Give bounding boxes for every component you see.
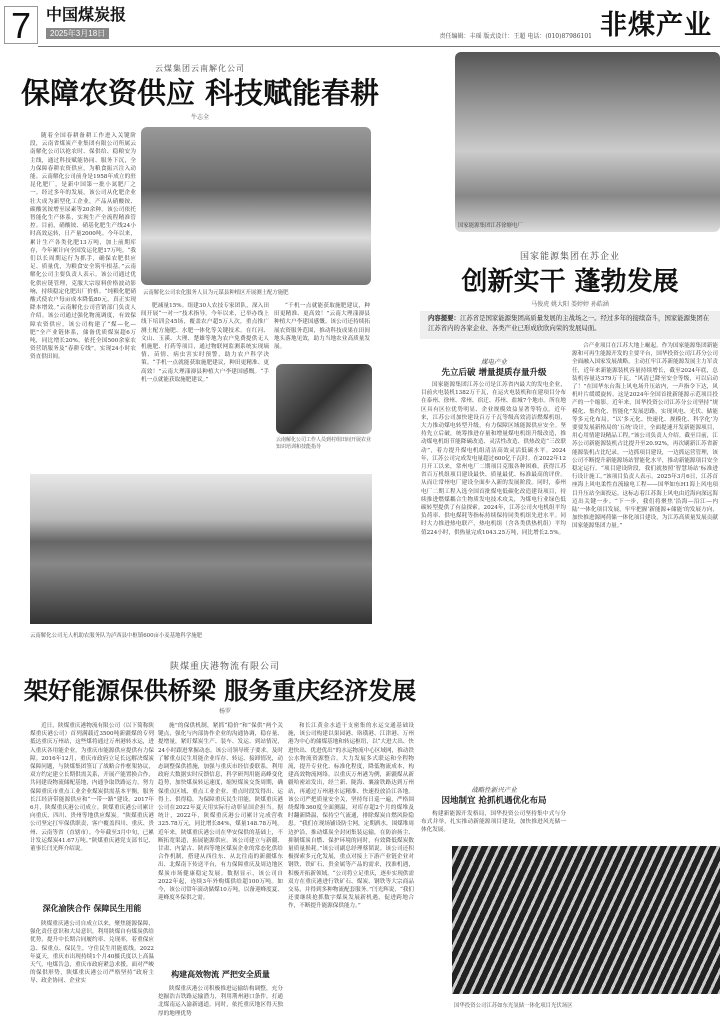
article2-summary [420, 311, 720, 339]
article1-column-3: “千机一点就能获取施肥建议，种田更精准、更高效！”云南大理漾濞县种植大户李建国感慨。该公司还持续拓展农资服务范围，推动科技成果在田间地头落地见效，助力当地农业高质量发展。 [274, 303, 370, 351]
article1-column-2: 肥减量15%。组建30人农技专家团队，深入田间开展“一对一”技术指导。今年以来，已举办线上线下培训会45场，覆盖农户超5万人次，重点推广测土配方施肥、水肥一体化等关键技术。在红河、文山、玉溪、大理、楚雄等地为农户免费提供无人机施肥、打药等项目，通过物联网监测系统实现墒情、苗情、病虫害实时预警，助力农户科学决策。“手机一点就能获取施肥建议，种田更精准、更高效！”云南大理漾濞县种植大户李建国感慨。“手机一点就能获取施肥建议。” [141, 303, 269, 383]
article3-byline: 杨罗 [218, 708, 231, 715]
article3-column-1b: 陕煤重庆港公司自成立以来，聚焦能源保障，强化责任意识和大局意识，利用陕煤自有煤炭供给优势，提升中长期合同履约率、兑现率，着重保应急、保重点、保民生，守住民生用能底线。2022年夏天，重庆市出现持续1个月40摄氏度以上高温天气，电煤告急，重庆市政府紧急求援。面对严峻的保供形势，陕煤重庆港公司严格坚持“政府主导、政企协同、企业实 [30, 921, 154, 985]
article1-column-1: 随着全国春耕备耕工作进入关键阶段，云南省煤炭产业集团有限公司所属云南解化公司以抢农时、保供给、稳粮安为主线，通过科技赋能协同、服务下沉，全力保障春耕农资供应，为粮食振兴注入动能。云南解化公司前身是1958年成立的驻昆化肥厂，是新中国第一批小氮肥厂之一。经过多年的发展，该公司从化肥企业壮大成为新型化工企业，产品从硝酸铵、碳酸氢铵增至尿素等20余种。该公司依托智能化生产体系，实现生产全流程精准管控。目前，硝酸铵、硝基化肥生产线24小时高效运转，日产量2000吨。今年以来，累计生产各类化肥13万吨，加上前期库存，今年累计向全国发运化肥17万吨。“我们以长周期运行为抓手，确保农肥供应足、质量优，为粮食安全筑牢根基。”云南解化公司主要负责人表示。该公司通过优化供应链管理，克服大宗原料价格波动影响，持续稳定化肥出厂价格。“纯粮化肥硝酸式使农户每亩成本降低80元，真正实现降本增效。”云南解化公司营销部门负责人介绍。该公司通过强化物流调度，有效保障农资供应。该公司构建了“煤—化—肥”全产业链体系，储备优质煤炭超6万吨，同比增长20%。依托全国500余家农资营销服务及“春耕专线”，实现24小时农资直供田间。 [30, 133, 136, 361]
header-divider [38, 46, 720, 47]
article2-photo2-caption: 国华投资公司江苏如东光氢储一体化项目光伏场区 [454, 1003, 573, 1009]
article2-column-a2: 构建新能源开发格局，国华投资公司坚持集中式与分布式并举，扎实推动新能源项目建设，加快推进风光储一体化发展。 [421, 811, 566, 834]
article2-column-a: 国家能源集团江苏公司是江苏省内最大的发电企业，目前火电装机1382万千瓦，在运火电装机和在建项目分布在泰州、徐州、常州、宿迁、苏州、盐城7个地市。所在地区具有区位优势明显、企业规模效益显著等特点。近年来，江苏公司加快建设百万千瓦等级高效清洁燃煤机组，大力推动煤电转型升级，有力保障区域能源供应安全。坚持先立后破，统筹推进存量和增量煤电机组升级改造，推动煤电机组节能降碳改造、灵活性改造、供热改造“三改联动”，着力提升煤电机组清洁高效灵活低碳水平。2024年，江苏公司完成发电量超过600亿千瓦时。在2022年12月开工以来，常州电厂二期项目克服各种困难，获得江苏省百万机组项目建设最快、质量最优、标准最高的评价。从而让常州电厂建设全面步入新的发展阶段。同时，泰州电厂二期工程入选全国首批煤电低碳化改造建设项目，持续推进燃煤耦合生物质发电技术攻关，为煤电行业绿色低碳转型提供了有益探索。2024年，江苏公司火电机组平均负荷率、供电煤耗等指标持续保持同类机组先进水平。同时大力推进热电联产，热电机组（含各类供热机组）平均值224小时，供热量完成1043.25万吨，同比增长2.5%。 [421, 382, 566, 536]
article1-byline: 牛志全 [190, 114, 209, 121]
article2-byline: 马俊虎 姚大阳 娄婷婷 孙皓涵 [531, 301, 609, 308]
article3-column-3: 和长江黄金水道干支密集的水运交通基础设施，该公司构建以果园港、珞璜港、江津港、万州港为中心的储煤基地和转运枢纽，以“大进大出、快进快出、优进优出”的水运物流中心区域网，推动铁公水物流资源整合，大力发展多式联运和全程物流，提升专业化、标准化程度，降低物流成本，构建高效物流网络。以重庆万州港为例，新疆煤从新疆哈密站发出，经兰新、陇海、襄渝铁路达到万州站，再通过万州港水运精准、快速投放沿江各地。该公司严把质量安全关，坚持每日巡一遍，严格围绕煤堆360度全面测温，对库存超2个月的煤堆及时翻新降温，保持空气流通，排除煤炭自燃风险隐患。“我们在现场铺设防尘网，定期洒水，围煤堆周边护沿，推动煤炭全封闭集装运输，在防治扬尘、抑制煤炭自燃、保护环境的同时，有效降低煤炭数量质量损耗。”该公司副总经理蔡韬说。该公司还积极探索多元化发展，重点对接上下游产业链企业对钢铁、铁矿石、贵金属等产品的需求，找准机遇，积极开拓新领域。“公司将立足重庆，逐步实现供需双方在重庆港进行铁矿石、煤炭、钢铁等大宗商品交易，并得到多种物流配套服务。”闫光辉说，“我们还要继续抢抓数字煤炭发展新机遇，促进跨地合作，不断提升能源保供能力。” [288, 723, 414, 910]
article2-photo-caption: 国家能源集团江苏徐塘电厂 [458, 223, 523, 229]
article2-sub1-kicker: 煤电产业 [481, 358, 507, 366]
issue-date: 2025年3月18日 [46, 28, 109, 39]
article1-photo-training [276, 364, 372, 434]
article1-photo3-caption: 云南解化公司无人机助农服务队为泸西县中枢镇600亩小麦基地科学施肥 [30, 633, 203, 639]
article1-kicker: 云煤集团云南解化公司 [155, 64, 245, 73]
article3-headline: 架好能源保供桥梁 服务重庆经济发展 [23, 676, 417, 705]
article2-kicker: 国家能源集团在苏企业 [519, 252, 620, 262]
article1-photo1-caption: 云南解化公司农化服务人员为元谋县种植区开展测土配方施肥 [143, 290, 289, 296]
article3-sub1: 深化渝陕合作 保障民生用能 [42, 904, 142, 913]
article1-headline: 保障农资供应 科技赋能春耕 [20, 76, 380, 110]
summary-text: 江苏省是国家能源集团高质量发展的主战场之一。经过多年的接续奋斗，国家能源集团在江苏省内的各家企业、各类产业已形成欣欣向荣的发展局面。 [428, 314, 710, 332]
article1-photo2-caption: 云南解化公司工作人员到村组田间开展农业知识培训和技能指导 [276, 437, 372, 450]
article1-photo-farmers [141, 127, 371, 285]
article2-sub2-kicker: 战略性新兴产业 [471, 786, 517, 794]
newspaper-logo: 中国煤炭报 [46, 5, 127, 24]
article3-column-2b: 陕煤重庆港公司积极推进运输结构调整，充分挖掘浩吉铁路运输潜力，利用荆州港口条件，打通北煤南运入渝新通道。同时，依托重庆地区得天独厚的地理优势 [158, 986, 283, 1017]
article2-headline: 创新实干 蓬勃发展 [461, 267, 679, 297]
article2-sub1-title: 先立后破 增量提质存量升级 [441, 368, 547, 378]
summary-label: 内容提要： [428, 314, 460, 322]
page-number: 7 [4, 6, 38, 44]
article2-sub2-title: 因地制宜 抢抓机遇优化布局 [441, 796, 547, 806]
section-title: 非煤产业 [600, 10, 712, 41]
article3-column-2a: 施”的保供机制，紧抓“稳价”和“保供”两个关键点，强化与内部协作企业的沟通协调，稳存量、提增量，紧盯煤炭生产、装车、发运、到站情况，24小时跟进掌握动态。该公司领导班子要求，及时了解重点民生用能企业库存、转运、接卸情况，动态调整保供措施，加强与重庆市经信委联系，利用政府大数据实时反馈信息，科学研判用能高峰变化趋势，加快煤炭转运速度，缩短煤炭交货周期，确保重点区域、重点工业企业、重点时段发得出、运得上、供得稳。为保障重庆民生用能，陕煤重庆港公司在2022年夏天用实际行动彰显国企担当。据统计，2022年，陕煤重庆港公司累计完成营收325.78万元，同比增长84%，煤量148.78万吨。近年来，陕煤重庆港公司在华安保供的基础上，不断拓宽渠道，拓展能源供应。该公司建立与新疆、甘肃、内蒙古、陕西等地区煤炭企业的常态化供给合作机制，搭建从西往东、从北往南的新疆煤东出、北煤南下传送平台，有力保障重庆及周边地区煤炭市场健康稳定发展。数据显示，该公司自2022年起，连续3年外购煤供给超100万吨。如今，该公司常年滚动储煤10万吨，以备迎峰度夏、迎峰度冬保供之需。 [158, 723, 283, 902]
article2-photo-power-plant [455, 52, 720, 232]
article1-photo-drone-field [30, 474, 372, 624]
editor-line: 责任编辑：丰瑶 版式设计：王超 电话：(010)87986101 [439, 33, 592, 40]
article2-photo-solar-field [452, 846, 720, 994]
article3-column-1a: 近日，陕煤重庆港物流有限公司（以下简称陕煤重庆港公司）首列满载近3500吨新疆煤的专列抵达重庆万州站，这些煤将通过万州港转水运，进入重庆各用能企业，为重庆市能源供应提供有力保障。2016年12月，重庆市政府立足长远解决煤炭保障问题，与陕煤集团签订了战略合作框架协议，双方约定建立长期供需关系，开展产能置换合作，共同建设物流储配基地，内通争取铁路运力，努力保障重庆市重点工业企业煤炭供需基本平衡，服务长江经济带能源供应和“一带一路”建设。2017年6月，陕煤重庆港公司成立。陕煤重庆港公司累计向重庆、四川、贵州等地供应煤炭。“陕煤重庆港公司坚定扛牢保供职责，客户覆盖四川、重庆、贵州、云南等省（直辖市）。今年截至3月中旬，已累计发运煤炭41.67万吨。”陕煤重庆港党支部书记、董事长闫光辉介绍说。 [30, 723, 154, 853]
article2-column-b: 合产业项目在江苏大地上崛起。作为国家能源集团新能源和可再生能源开发的主要平台，国华投资公司江苏分公司全面融入国家发展战略，主动扛牢江苏新能源发展主力军责任，近年来新能源装机容量持续增长，截至2024年底，总装机容量达379万千瓦。“风清已降至安全等级，可以启动了！”在国华东台海上风电场升压站内，一声指令下达，风机叶片缓缓旋转。这是2024年全国首批新能源示范项目投产的一个缩影。近年来，国华投资公司江苏分公司坚持“规模化、集约化、智能化”发展思路，实现风电、光伏、储能等多元化布局。“以‘多元化、快速化、规模化、科学化’为要要发展新格局的‘五统’设计，全面提速开发新能源项目，用心用情建设精品工程。”该公司负责人介绍。截至目前，江苏公司新能源装机占比提升至20.92%，再次刷新江苏省新能源装机占比纪录。一边抓项目建设，一边抓运营管理，该公司不断提升新能源场站智能化水平，推动新能源项目安全稳定运行。“项目建设阶段，我们就按照‘智慧场站’标准进行设计施工。”该项目负责人表示。2025年3月6日，江苏首座海上风电柔性直流输电工程——国华如东H1海上风电项目升压站全面投运。这标志着江苏海上风电由近海向深远海迈出关键一步。“下一步，我们将聚焦‘沿海—沿江—内陆’一体化项目发展，牢牢把握‘新能源+储能’的发展方向，加快推进源网荷储一体化项目建设，为江苏高质量发展贡献国家能源集团力量。” [572, 343, 718, 530]
article3-sub2: 构建高效物流 严把安全质量 [171, 970, 270, 979]
article3-kicker: 陕煤重庆港物流有限公司 [169, 662, 280, 672]
